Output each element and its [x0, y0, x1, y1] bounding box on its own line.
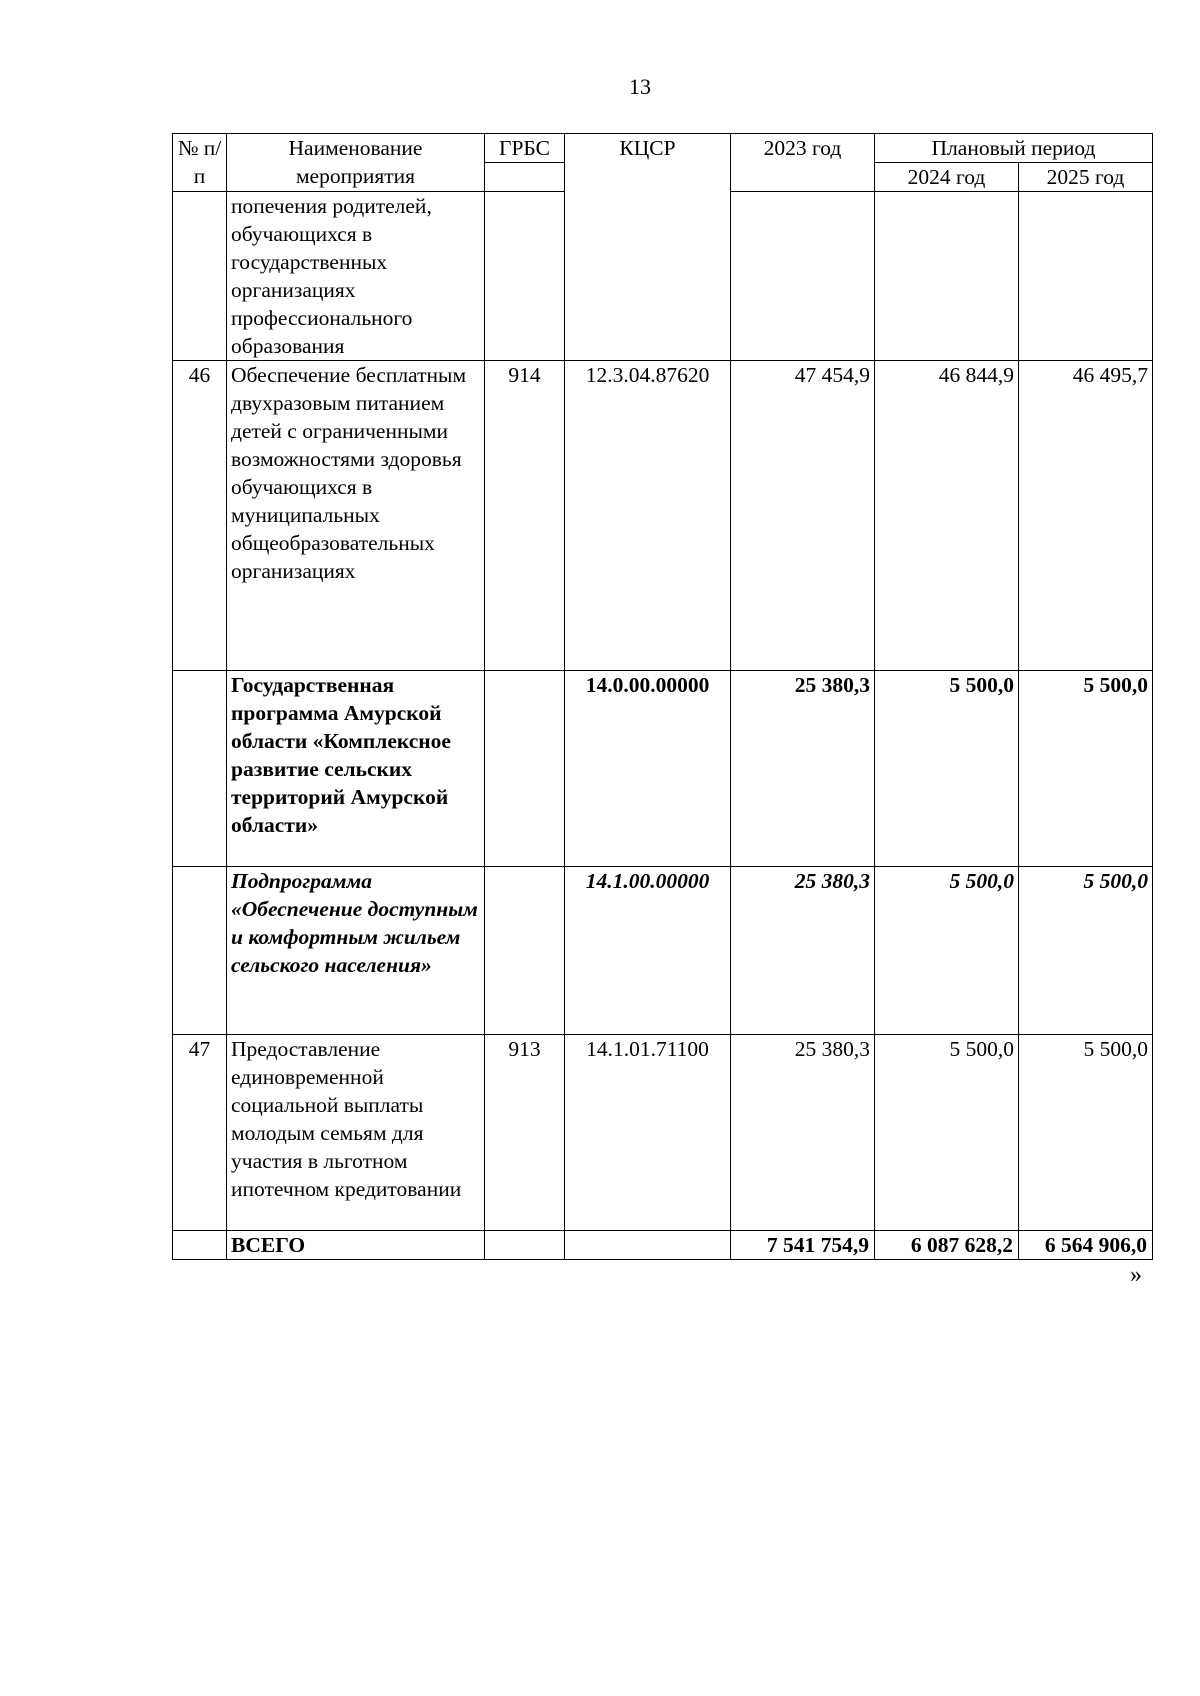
row-name: попечения родителей, обучающихся в государственных организациях профессионального образования: [227, 192, 485, 361]
header-kcsr: КЦСР: [565, 134, 731, 361]
header-grbs-gap: [485, 163, 565, 192]
row-num: [173, 192, 227, 361]
total-kcsr: [565, 1231, 731, 1260]
row-kcsr: 14.0.00.00000: [565, 671, 731, 867]
page-number: 13: [629, 74, 651, 99]
row-2023: 25 380,3: [731, 1035, 875, 1231]
row-name: Предоставление единовременной социальной выплаты молодым семьям для участия в льготном ипотечном кредитовании: [227, 1035, 485, 1231]
row-2025: 5 500,0: [1019, 867, 1153, 1035]
header-2024: 2024 год: [875, 163, 1019, 192]
row-2023: 25 380,3: [731, 671, 875, 867]
row-kcsr: 12.3.04.87620: [565, 361, 731, 671]
row-2025: 5 500,0: [1019, 1035, 1153, 1231]
total-label: ВСЕГО: [227, 1231, 485, 1260]
row-num: 46: [173, 361, 227, 671]
header-num: № п/п: [173, 134, 227, 192]
row-2024: 5 500,0: [875, 867, 1019, 1035]
table-row: [173, 1035, 1153, 1231]
total-2024: 6 087 628,2: [875, 1231, 1019, 1260]
row-kcsr: 14.1.00.00000: [565, 867, 731, 1035]
table-row: [173, 867, 1153, 1035]
row-2025: 5 500,0: [1019, 671, 1153, 867]
total-grbs: [485, 1231, 565, 1260]
total-2023: 7 541 754,9: [731, 1231, 875, 1260]
row-2024: 5 500,0: [875, 1035, 1019, 1231]
header-grbs: ГРБС: [485, 134, 565, 163]
total-2025: 6 564 906,0: [1019, 1231, 1153, 1260]
header-name: Наименование мероприятия: [227, 134, 485, 192]
row-grbs: 914: [485, 361, 565, 671]
header-2023: 2023 год: [731, 134, 875, 192]
table-row: [173, 671, 1153, 867]
header-2025: 2025 год: [1019, 163, 1153, 192]
table-row: [173, 361, 1153, 671]
row-name: Государственная программа Амурской области «Комплексное развитие сельских территорий Амурской области»: [227, 671, 485, 867]
row-num: [173, 671, 227, 867]
closing-quote: »: [1130, 1262, 1142, 1288]
table-header-row: [173, 134, 1153, 163]
row-kcsr: 14.1.01.71100: [565, 1035, 731, 1231]
row-grbs: [485, 867, 565, 1035]
table-total-row: [173, 1231, 1153, 1260]
header-planned-period: Плановый период: [875, 134, 1153, 163]
row-num: 47: [173, 1035, 227, 1231]
row-grbs: 913: [485, 1035, 565, 1231]
row-2023: 47 454,9: [731, 361, 875, 671]
row-2024: [875, 192, 1019, 361]
row-name: Подпрограмма «Обеспечение доступным и комфортным жильем сельского населения»: [227, 867, 485, 1035]
row-2024: 46 844,9: [875, 361, 1019, 671]
row-grbs: [485, 192, 565, 361]
row-num: [173, 867, 227, 1035]
row-name: Обеспечение бесплатным двухразовым питанием детей с ограниченными возможностями здоровья обучающихся в муниципальных общеобразовательных организациях: [227, 361, 485, 671]
row-2023: 25 380,3: [731, 867, 875, 1035]
row-2023: [731, 192, 875, 361]
row-grbs: [485, 671, 565, 867]
row-2024: 5 500,0: [875, 671, 1019, 867]
row-2025: [1019, 192, 1153, 361]
total-num: [173, 1231, 227, 1260]
row-2025: 46 495,7: [1019, 361, 1153, 671]
budget-table: [172, 133, 1153, 1260]
